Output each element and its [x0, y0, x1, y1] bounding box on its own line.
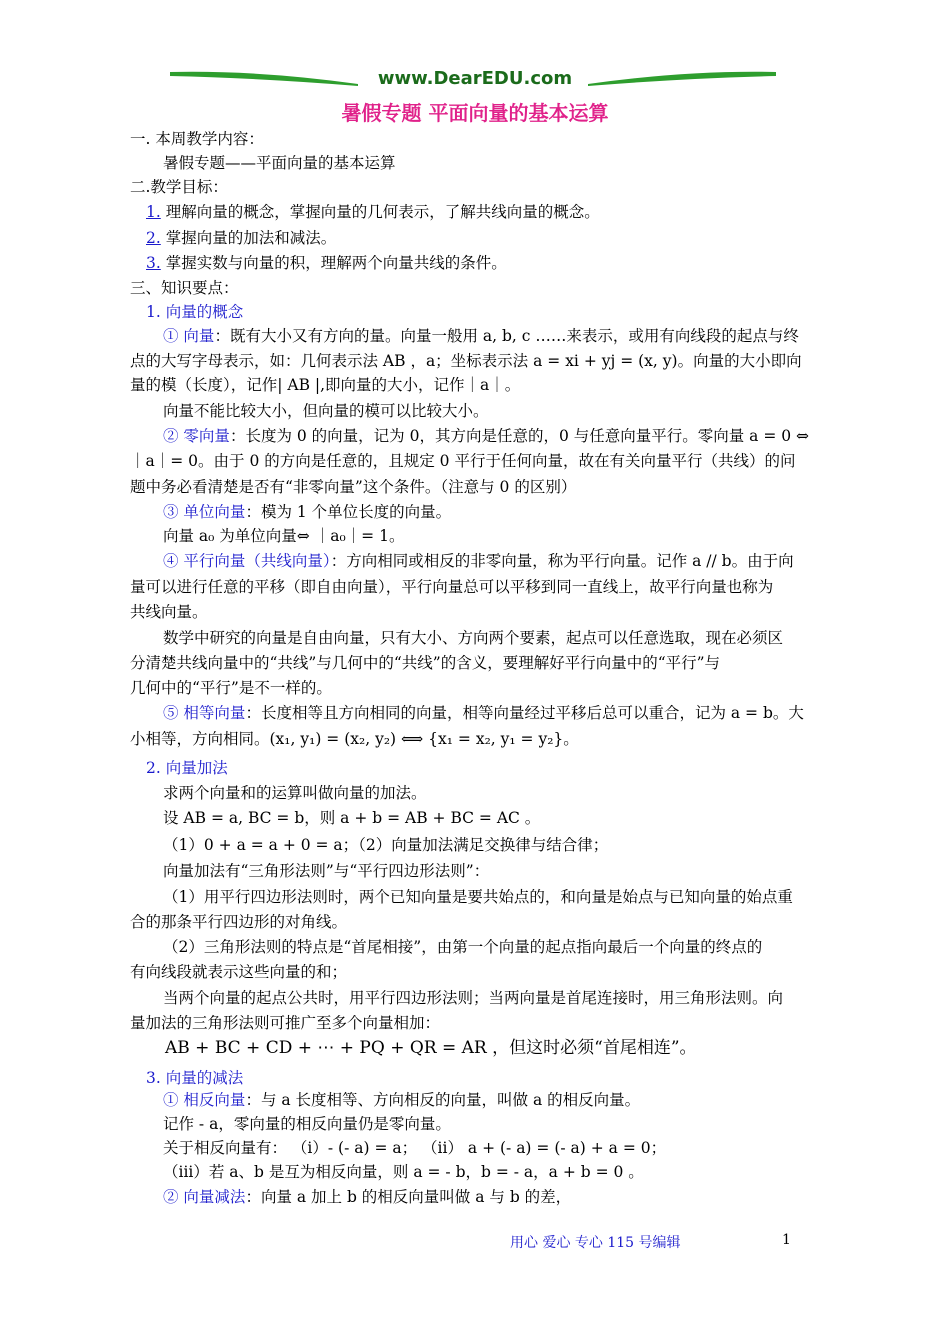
line-31: 关于相反向量有： （i）- (- a) = a； （ii） a + (- a) = (- a) + a = 0；	[163, 1139, 667, 1157]
term-unit-vector: ③ 单位向量	[163, 503, 246, 521]
line-32: （iii）若 a、b 是互为相反向量，则 a = - b，b = - a，a + b = 0 。	[163, 1163, 644, 1181]
line-19: 设 AB = a, BC = b，则 a + b = AB + BC = AC 。	[163, 809, 541, 827]
goal-text: 掌握向量的加法和减法。	[165, 229, 337, 247]
line-parallel-vector	[163, 550, 794, 572]
line-18: 求两个向量和的运算叫做向量的加法。	[163, 784, 427, 802]
goal-number: 2.	[146, 229, 161, 247]
term-parallel-vector: ④ 平行向量（共线向量）	[163, 552, 331, 570]
line-opposite-vector	[163, 1089, 640, 1111]
line-text: ：既有大小又有方向的量。向量一般用 a, b, c ……来表示，或用有向线段的起点与终	[214, 327, 799, 345]
goal-item-1	[146, 201, 600, 223]
line-text: ：模为 1 个单位长度的向量。	[245, 503, 452, 521]
section-1-text: 暑假专题——平面向量的基本运算	[163, 154, 396, 172]
line-13: 数学中研究的向量是自由向量，只有大小、方向两个要素，起点可以任意选取，现在必须区	[163, 629, 784, 647]
knowledge-3-heading: 3. 向量的减法	[146, 1069, 244, 1087]
line-17: 小相等，方向相同。(x₁, y₁) = (x₂, y₂) ⟺ {x₁ = x₂, y₁ = y₂}。	[130, 730, 579, 748]
line-20: （1）0 + a = a + 0 = a；（2）向量加法满足交换律与结合律；	[163, 836, 609, 854]
line-text: ：长度相等且方向相同的向量，相等向量经过平移后总可以重合，记为 a = b。大	[245, 704, 804, 722]
line-26: 当两个向量的起点公共时，用平行四边形法则；当两向量是首尾连接时，用三角形法则。向	[163, 989, 784, 1007]
line-unit-vector	[163, 501, 451, 523]
goal-text: 理解向量的概念，掌握向量的几何表示，了解共线向量的概念。	[165, 203, 600, 221]
goal-text: 掌握实数与向量的积，理解两个向量共线的条件。	[165, 254, 507, 272]
line-zero-vector	[163, 425, 809, 447]
line-21: 向量加法有“三角形法则”与“平行四边形法则”：	[163, 862, 490, 880]
line-vector-definition	[163, 325, 799, 347]
knowledge-2-heading: 2. 向量加法	[146, 759, 228, 777]
line-22: （1）用平行四边形法则时，两个已知向量是要共始点的，和向量是始点与已知向量的始点重	[163, 888, 793, 906]
line-15: 几何中的“平行”是不一样的。	[130, 679, 332, 697]
line-12: 共线向量。	[130, 603, 208, 621]
line-text: ：长度为 0 的向量，记为 0，其方向是任意的，0 与任意向量平行。零向量 a = 0 ⇔	[229, 427, 810, 445]
line-vector-subtraction	[163, 1186, 571, 1208]
term-zero-vector: ② 零向量	[163, 427, 230, 445]
line-25: 有向线段就表示这些向量的和；	[130, 963, 348, 981]
line-24: （2）三角形法则的特点是“首尾相接”，由第一个向量的起点指向最后一个向量的终点的	[163, 938, 763, 956]
section-3-heading: 三、知识要点：	[130, 279, 239, 297]
goal-number: 3.	[146, 254, 161, 272]
line-2: 点的大写字母表示，如：几何表示法 AB ，a；坐标表示法 a = xi + yj = (x, y)。向量的大小即向	[130, 352, 802, 370]
page-number: 1	[782, 1232, 791, 1248]
footer-slogan: 用心 爱心 专心 115 号编辑	[510, 1235, 681, 1251]
site-logo-text: www.DearEDU.com	[377, 68, 573, 89]
line-text: ：向量 a 加上 b 的相反向量叫做 a 与 b 的差，	[245, 1188, 572, 1206]
line-27: 量加法的三角形法则可推广至多个向量相加：	[130, 1014, 441, 1032]
term-equal-vector: ⑤ 相等向量	[163, 704, 246, 722]
term-vector-subtraction: ② 向量减法	[163, 1188, 246, 1206]
line-23: 合的那条平行四边形的对角线。	[130, 913, 348, 931]
line-14: 分清楚共线向量中的“共线”与几何中的“共线”的含义，要理解好平行向量中的“平行”与	[130, 654, 721, 672]
line-3: 量的模（长度），记作| AB |,即向量的大小，记作｜a｜。	[130, 376, 521, 394]
line-7: 题中务必看清楚是否有“非零向量”这个条件。（注意与 0 的区别）	[130, 478, 577, 496]
term-opposite-vector: ① 相反向量	[163, 1091, 246, 1109]
line-28-formula: AB + BC + CD + ⋯ + PQ + QR = AR ，但这时必须“首尾相连”。	[165, 1038, 697, 1058]
section-2-heading: 二.教学目标：	[130, 178, 228, 196]
line-11: 量可以进行任意的平移（即自由向量），平行向量总可以平移到同一直线上，故平行向量也称为	[130, 578, 774, 596]
line-4: 向量不能比较大小，但向量的模可以比较大小。	[163, 402, 489, 420]
goal-item-2	[146, 227, 336, 249]
goal-number: 1.	[146, 203, 161, 221]
document-title: 暑假专题 平面向量的基本运算	[341, 101, 609, 125]
line-9: 向量 a₀ 为单位向量⇔ ｜a₀｜= 1。	[163, 527, 405, 545]
line-text: ：方向相同或相反的非零向量，称为平行向量。记作 a // b。由于向	[330, 552, 794, 570]
goal-item-3	[146, 252, 507, 274]
line-6: ｜a｜= 0。由于 0 的方向是任意的，且规定 0 平行于任何向量，故在有关向量平行（共线）的问	[130, 452, 796, 470]
line-equal-vector	[163, 702, 804, 724]
term-vector: ① 向量	[163, 327, 215, 345]
line-30: 记作 - a，零向量的相反向量仍是零向量。	[163, 1115, 451, 1133]
line-text: ：与 a 长度相等、方向相反的向量，叫做 a 的相反向量。	[245, 1091, 641, 1109]
knowledge-1-heading: 1. 向量的概念	[146, 303, 244, 321]
section-1-heading: 一. 本周教学内容：	[130, 130, 264, 148]
